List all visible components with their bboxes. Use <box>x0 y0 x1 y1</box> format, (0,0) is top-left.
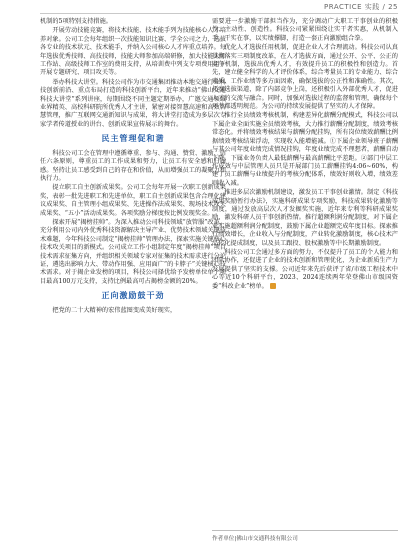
paragraph: 举办科技大讲堂。科技公司作为市交通集团推动本地交通行业科技创新前沿、重点布局打造的科技创新平台，近年来推动“佛山交通科技大讲堂”系列讲座，每期围绕不同主题定期举办，广邀交通领域业界精英、高校科研院所优秀人才主讲，紧密对接智慧高速和高效智慧管理，推广互联网交通新知识与成果，将大讲堂打造成为多层次专家学者传道授业的讲台、创新成果宣传展示的舞台。 <box>40 78 226 128</box>
header-rule <box>40 13 398 14</box>
paragraph <box>212 249 398 291</box>
paragraph: 优化人才选拔任用机制，促进企业人才合理流动。科技公司认真贯彻落实三项制度改革，在人才选拔方面，通过公开、公平、公正的竞争机制，选拔出优秀人才，有效提升员工的积极性和创造力。首先，建立健全科学的人才评价体系，综合考量员工的专业能力、综合素质、工作业绩等多方面因素，确保选拔的公正性和准确性。其次，拓宽选拔渠道，除了内部竞争上岗，还积极引入外部优秀人才，促进人才的交流与融合。同时，加强对选拔过程的监督和管理，确保每个环节都透明规范。为公司的持续发展提供了坚实的人才保障。 <box>212 44 398 111</box>
section-heading: 正向激励鼓干劲 <box>101 291 165 301</box>
page-header <box>0 0 410 14</box>
paragraph: 把党的二十大精神的宏伟蓝图变成美好现实， <box>52 306 177 314</box>
running-header: PRACTICE 实践 / 25 <box>324 3 398 11</box>
paragraph: 推行全员绩效考核机制，构建差异化薪酬分配模式，科技公司以下属企业全面实施全员绩效考核，大力推行薪酬分配制度，绩效考核常态化。并将绩效考核结果与薪酬分配挂钩，所有岗位绩效薪酬比例据绩效考核结果浮动，实现收入能增能减。①下属企业领导班子薪酬与其公司年度业绩完成情况挂钩，年度业绩完成不理想者，薪酬自动下降，下属业务负责人最低薪酬与最高薪酬比平差距。②部门中层工作成效与中层管理人员只是开展部门员工薪酬挂钩4:06~60%，构建了员工薪酬与业绩提升的考核分配体系，绩效好则收入增，绩效差则收入减。 <box>212 112 398 187</box>
right-column <box>212 18 398 292</box>
left-column <box>40 18 226 316</box>
section-heading: 民主管理促和谐 <box>101 134 165 144</box>
paragraph: 需要进一步激励干部担当作为，充分调动广大职工干事创业的积极性、主动性、创造性。科技公司紧紧围绕让实干者实惠，从机制入手，干实在事，以实绩撑脚，打造一套正向激励组合拳。 <box>212 18 398 42</box>
paragraph-text: 科技公司工会通过多方面的努力，不仅提升了员工的个人能力和团队协作，还促进了企业的技术创新和管理优化，为企业新质生产力发展提供了坚实的支撑。公司近年来先后获评了省/市级工程技术中心等近10个科研平台，2023、2024连续两年荣登佛山市级国资委“科改企业”榜单。 <box>212 248 398 290</box>
paragraph: 提立职工自主创新成果奖。公司工会每年开展一次职工创新成果奖，表彰一批先进职工和先进单位，职工自主创新成果包含合理化建议成果奖、自主管理小组成果奖、先进操作法成果奖、现场技术攻关成果奖、“五小”活动成果奖。各项奖励分梯度按比例发现奖金。 <box>40 184 226 217</box>
paragraph: 科技公司工会在管理中遵循尊重、参与、沟通、赞赏、激励、信任六条原则，尊重员工的工作成果和努力，让员工有安全感和归属感。坚持让员工感受到自己的存在和价值，从而增强员工的凝聚力和执行力。 <box>40 149 226 182</box>
author-affiliation: 作者单位|佛山市交通科技有限公司 <box>212 536 298 542</box>
end-mark-icon <box>270 283 276 289</box>
paragraph: 探索开展“揭榜挂帅”。为深入推动公司科技领域“放管服”改革，充分利用公司内外优秀科技资源解决主导产业、优势技术领域关键技术难题，今年科技公司制定“揭榜挂帅”管理办法，探索实施关键核心技术攻关项目的新模式。公司成立工作小组制定年度“揭榜挂帅”项目技术需求征集方向，并组织相关领域专家对征集的技术需求进行分论证，遴选出影响力大、带动作用强、应用面广“的卡脖子”关键核心技术需求。对于揭企业发榜的项目，科技公司择优给予发榜单位单个项目最高100万元支持，支持比例最高可占揭榜金额的20%。 <box>40 218 226 285</box>
paragraph: 推进多层次激励机制建设，激发员工干事创业激情。制定《科技成果奖励暂行办法》，实施科研成果专项奖励，科技成果转化激励等制度，通过发放高层次人才发掘奖实施，近年来专利等科研成果奖励，激发科研人员干事创新热情。推行超额利润分配制度，对下属企业实施超额利润分配制度，鼓励下属企业超额完成年度目标。探索推行绩效增长，企业收入与分配制度，产业转化激励制度，核心技术产品转化提成制度，以及员工跟投、股权激励等中长期激励制度。 <box>212 189 398 247</box>
footer-rule <box>212 530 398 531</box>
paragraph: 开展劳动技能竞赛，将技术技能、技术能手列为技能核心人才培养对象。公司工会每年组织一次技能知识比赛、学全公司之力，选拔各专业的技术状元、技术能手，并纳入公司核心人才库重点培养。每年选拔优秀技师、高技技师，技能大师参加高端研修，加大技能大师工作站、高级技师工作室的费用支持，从培训费中列支专项费用用于开展专题研究、项目攻关等。 <box>40 27 226 77</box>
paragraph: 机制的5项特别支持措施。 <box>40 18 112 25</box>
